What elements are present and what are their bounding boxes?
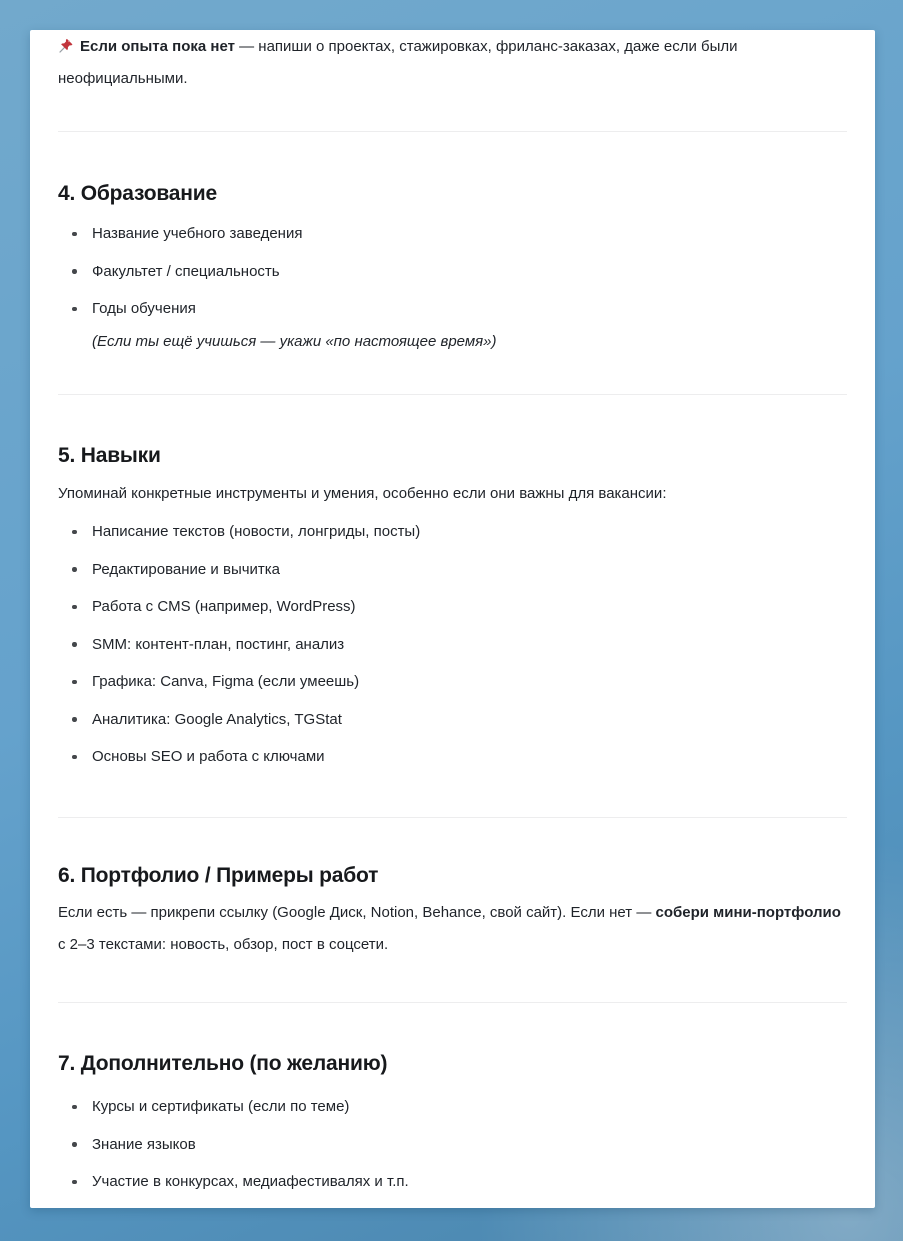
section-divider — [58, 131, 847, 132]
list-item-text: Годы обучения — [92, 300, 196, 317]
skills-lead-paragraph: Упоминай конкретные инструменты и умения, особенно если они важны для вакансии: — [58, 485, 667, 502]
list-item — [92, 257, 847, 287]
list-item-text: Аналитика: Google Analytics, TGStat — [92, 710, 342, 728]
paragraph-run: Если есть — прикрепи ссылку (Google Диск, Notion, Behance, свой сайт). Если нет — — [58, 904, 656, 921]
list-item — [92, 555, 847, 585]
list-item-text: Факультет / специальность — [92, 262, 280, 280]
section-divider — [58, 1002, 847, 1003]
list-item-text: SMM: контент-план, постинг, анализ — [92, 635, 345, 653]
list-item — [92, 1092, 847, 1122]
section-divider — [58, 817, 847, 818]
section-divider — [58, 394, 847, 395]
skills-list — [58, 517, 847, 772]
document-card — [30, 30, 875, 1208]
list-item-text: Написание текстов (новости, лонгриды, посты) — [92, 523, 421, 540]
extra-list — [58, 1092, 847, 1197]
list-item-text: Работа с CMS (например, WordPress) — [92, 598, 356, 615]
callout-paragraph — [58, 31, 847, 95]
section-heading-skills: 5. Навыки — [58, 444, 161, 467]
list-item-text: Курсы и сертификаты (если по теме) — [92, 1098, 350, 1115]
list-item — [92, 742, 847, 772]
section-heading-portfolio: 6. Портфолио / Примеры работ — [58, 864, 379, 887]
list-item — [92, 667, 847, 697]
list-item-text: Редактирование и вычитка — [92, 560, 281, 578]
list-item — [92, 630, 847, 660]
education-list — [58, 219, 847, 357]
list-item — [92, 294, 847, 357]
pushpin-icon — [58, 34, 75, 51]
list-item-text: Графика: Canva, Figma (если умеешь) — [92, 673, 360, 690]
section-heading-extra: 7. Дополнительно (по желанию) — [58, 1052, 388, 1075]
callout-rest-text: — напиши о проектах, стажировках, фриланс-заказах, даже если были неофициальными. — [58, 38, 738, 87]
list-item — [92, 1167, 847, 1197]
callout-bold-text: Если опыта пока нет — [80, 38, 235, 55]
list-item-text: Знание языков — [92, 1135, 196, 1153]
list-item — [92, 592, 847, 622]
list-item — [92, 219, 847, 249]
list-item-text: Участие в конкурсах, медиафестивалях и т.п. — [92, 1173, 409, 1190]
paragraph-run-bold: собери мини-портфолио — [655, 904, 841, 921]
list-item-text: Основы SEO и работа с ключами — [92, 748, 325, 765]
list-item-note: (Если ты ещё учишься — укажи «по настоящее время») — [92, 333, 497, 350]
list-item-text: Название учебного заведения — [92, 225, 303, 242]
paragraph-run: с 2–3 текстами: новость, обзор, пост в соцсети. — [58, 936, 389, 953]
section-heading-education: 4. Образование — [58, 182, 217, 205]
list-item — [92, 705, 847, 735]
list-item — [92, 1130, 847, 1160]
portfolio-paragraph — [58, 897, 847, 961]
list-item — [92, 517, 847, 547]
